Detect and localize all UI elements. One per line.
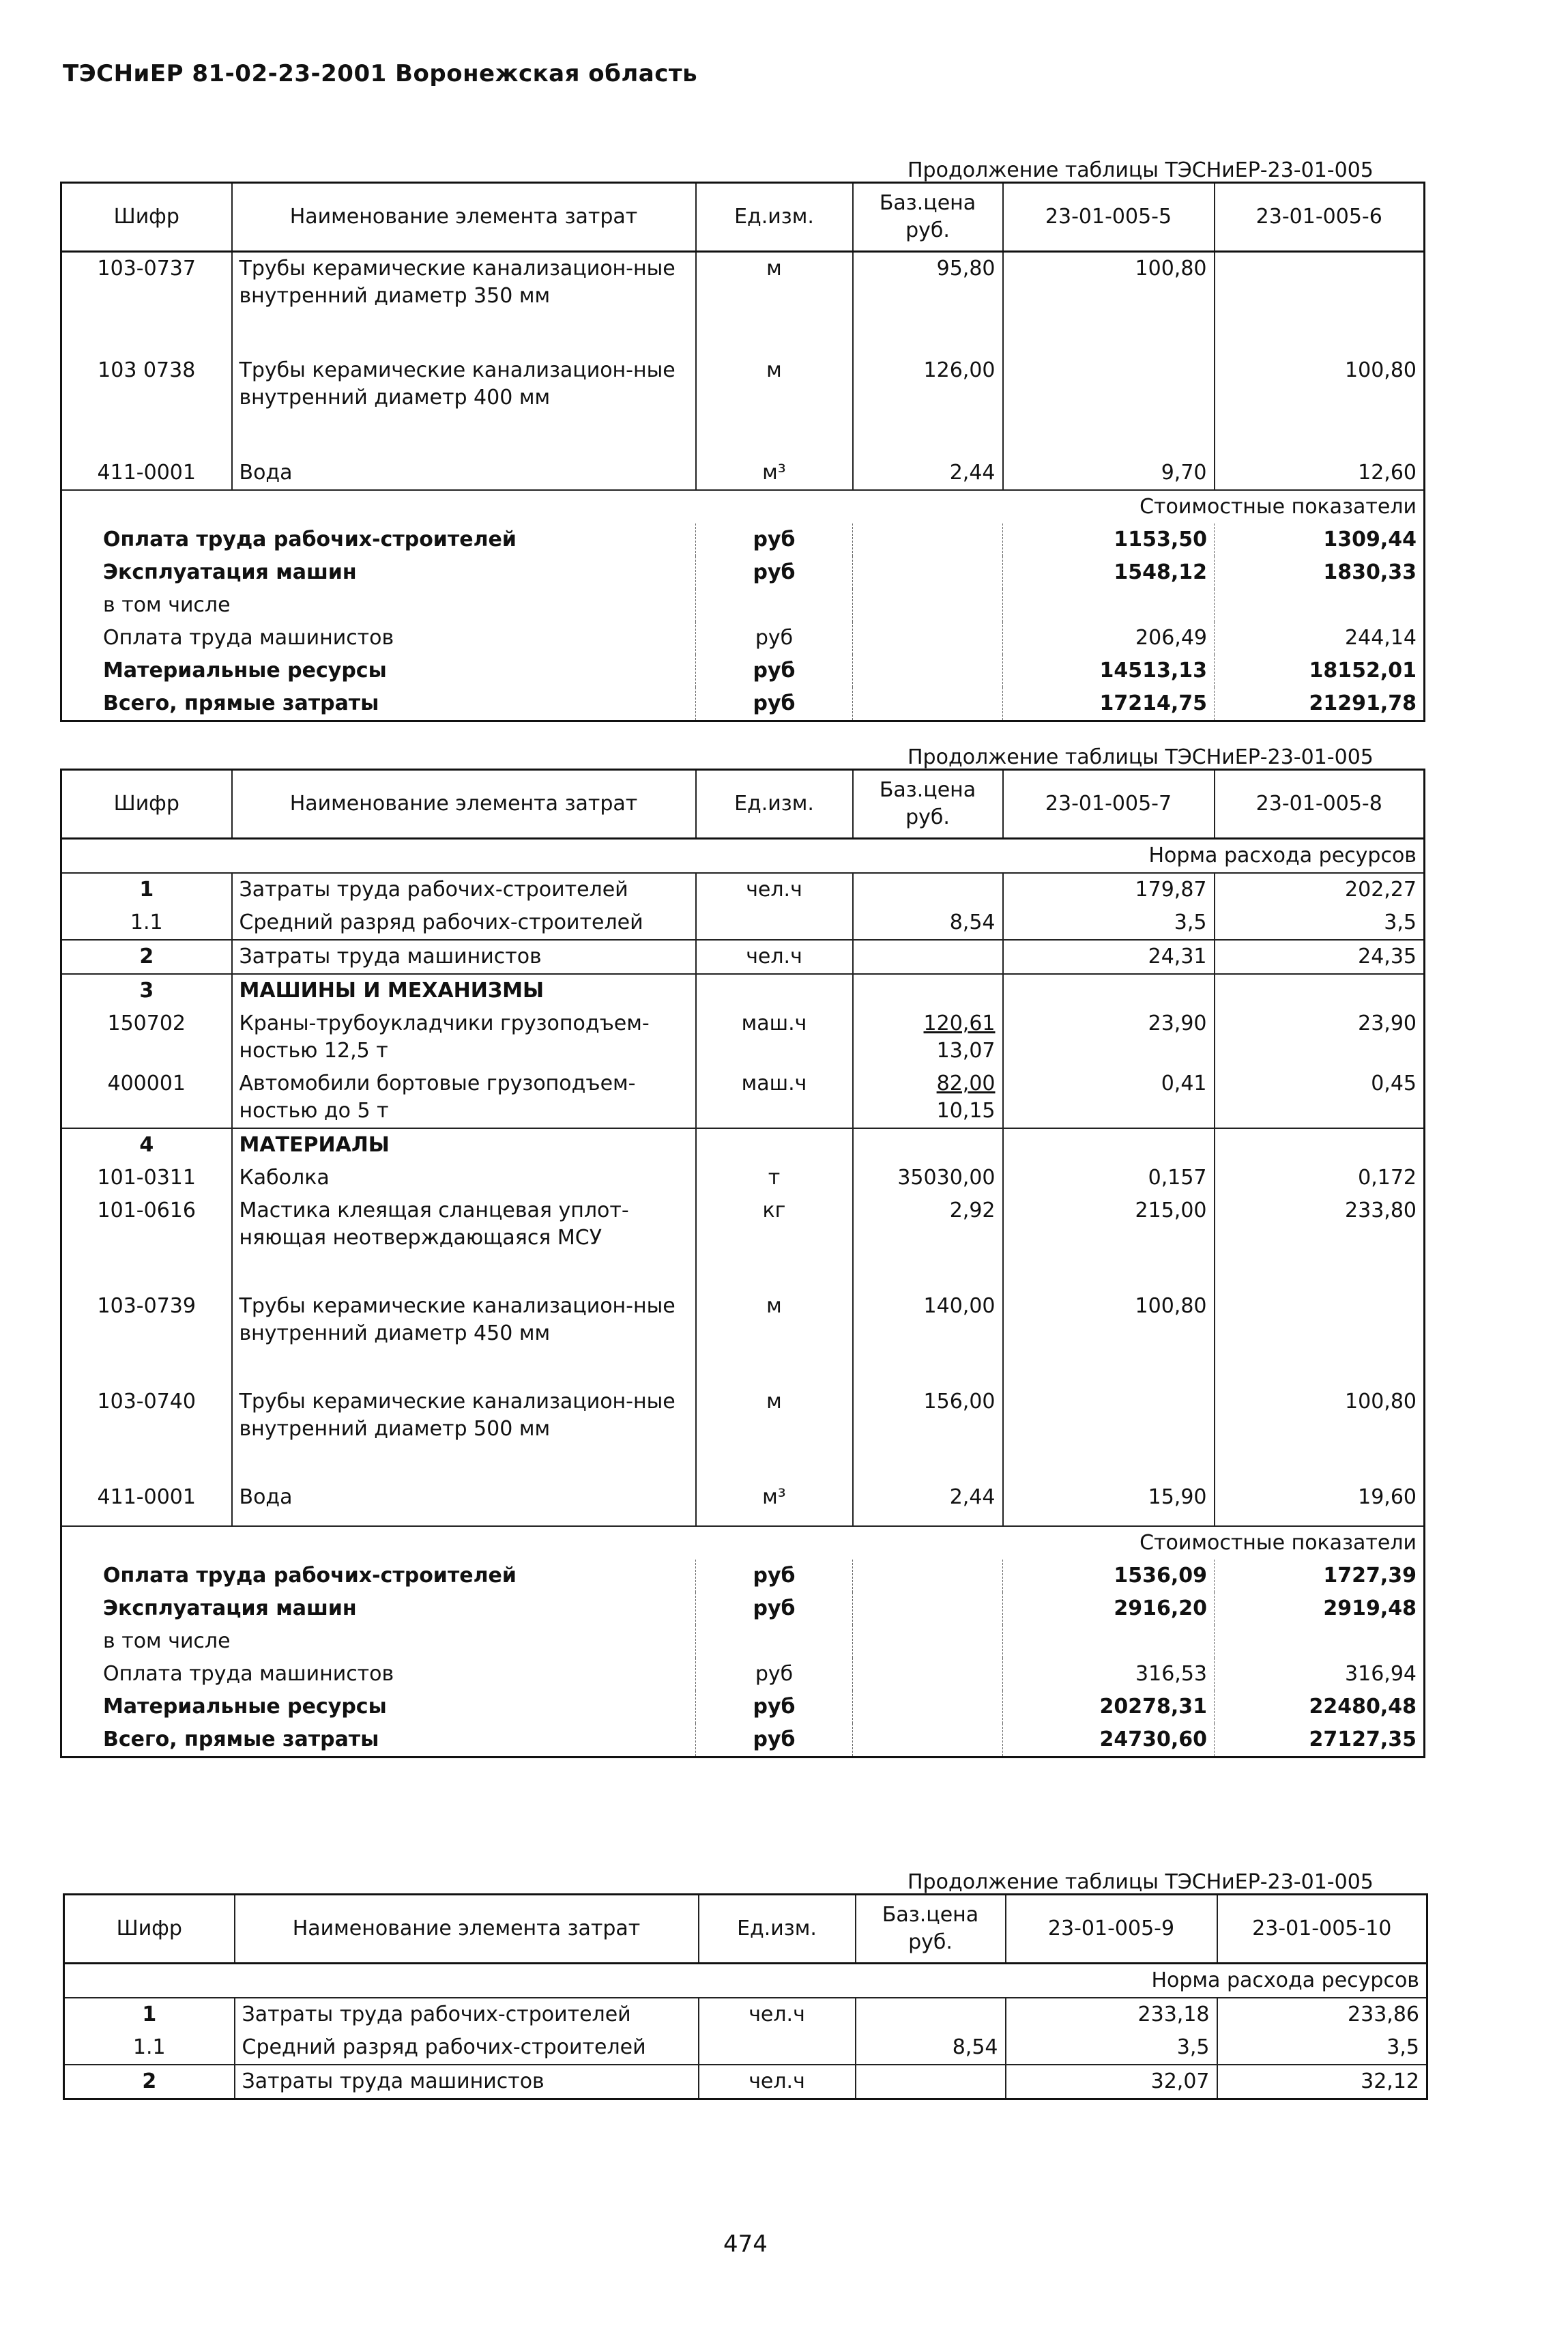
table2-header-row [61, 770, 1425, 839]
col-b-header: 23-01-005-6 [1215, 183, 1425, 252]
row-value-a: 32,07 [1006, 2065, 1217, 2099]
summary-name: Эксплуатация машин [103, 1596, 357, 1620]
summary-price [853, 622, 1003, 655]
row-value-a: 9,70 [1003, 457, 1215, 490]
row-price: 8,54 [856, 2031, 1006, 2065]
row-unit: м³ [696, 1481, 853, 1526]
summary-value-a: 1153,50 [1003, 524, 1215, 556]
table-row [64, 2065, 1427, 2099]
section-cost-indicators [61, 1526, 1425, 1560]
row-value-b [1215, 252, 1425, 354]
row-value-b: 100,80 [1215, 1386, 1425, 1481]
summary-value-b: 316,94 [1215, 1658, 1425, 1691]
table-row [61, 1067, 1425, 1128]
row-price: 8,54 [853, 906, 1003, 940]
row-value-a: 179,87 [1003, 873, 1215, 906]
row-name: Затраты труда машинистов [235, 2065, 699, 2099]
document-header: ТЭСНиЕР 81-02-23-2001 Воронежская область [63, 60, 698, 87]
row-name: Вода [232, 1481, 696, 1526]
row-price [856, 1998, 1006, 2031]
row-code: 400001 [61, 1067, 232, 1128]
summary-price [853, 687, 1003, 721]
row-name: Затраты труда рабочих-строителей [235, 1998, 699, 2031]
price-machinist-value: 13,07 [936, 1039, 996, 1063]
price-value: 120,61 [923, 1012, 996, 1035]
summary-row [61, 589, 1425, 622]
summary-value-b: 1830,33 [1215, 556, 1425, 589]
row-price [853, 873, 1003, 906]
summary-row [61, 1723, 1425, 1758]
row-name: МАТЕРИАЛЫ [232, 1128, 696, 1162]
row-unit: чел.ч [699, 1998, 856, 2031]
row-unit [696, 1128, 853, 1162]
summary-value-b: 244,14 [1215, 622, 1425, 655]
summary-unit: руб [696, 1560, 853, 1592]
table3-continuation: Продолжение таблицы ТЭСНиЕР-23-01-005 [908, 1870, 1374, 1894]
col-a-header: 23-01-005-7 [1003, 770, 1215, 839]
summary-name: в том числе [103, 592, 231, 617]
table1 [60, 182, 1425, 722]
table2-continuation: Продолжение таблицы ТЭСНиЕР-23-01-005 [908, 745, 1374, 769]
summary-unit: руб [696, 1691, 853, 1723]
row-value-a: 215,00 [1003, 1194, 1215, 1290]
row-value-a: 24,31 [1003, 940, 1215, 974]
row-code: 1.1 [64, 2031, 235, 2065]
row-unit: т [696, 1162, 853, 1194]
row-price: 2,44 [853, 457, 1003, 490]
row-name: Краны-трубоукладчики грузоподъем-ностью 12,5 т [232, 1007, 696, 1067]
page-number: 474 [723, 2231, 768, 2258]
row-unit: м [696, 1290, 853, 1386]
col-code-header: Шифр [61, 770, 232, 839]
row-code: 150702 [61, 1007, 232, 1067]
row-price [856, 2065, 1006, 2099]
row-price [853, 1067, 1003, 1128]
row-code: 2 [64, 2065, 235, 2099]
col-a-header: 23-01-005-5 [1003, 183, 1215, 252]
row-name: Затраты труда машинистов [232, 940, 696, 974]
summary-value-b [1215, 1625, 1425, 1658]
row-code: 2 [61, 940, 232, 974]
row-name: Средний разряд рабочих-строителей [232, 906, 696, 940]
row-code: 411-0001 [61, 457, 232, 490]
row-unit: чел.ч [696, 873, 853, 906]
summary-row [61, 687, 1425, 721]
row-value-a: 100,80 [1003, 252, 1215, 354]
row-unit: м [696, 354, 853, 457]
col-price-header: Баз.цена руб. [856, 1895, 1006, 1964]
row-value-b: 0,172 [1215, 1162, 1425, 1194]
row-name: Трубы керамические канализацион-ные внутренний диаметр 450 мм [232, 1290, 696, 1386]
summary-value-b: 2919,48 [1215, 1592, 1425, 1625]
table-row [61, 1290, 1425, 1386]
summary-value-a: 17214,75 [1003, 687, 1215, 721]
summary-unit: руб [696, 1658, 853, 1691]
summary-price [853, 524, 1003, 556]
summary-row [61, 622, 1425, 655]
summary-unit: руб [696, 1592, 853, 1625]
summary-row [61, 556, 1425, 589]
row-unit: чел.ч [696, 940, 853, 974]
row-value-a: 3,5 [1006, 2031, 1217, 2065]
row-unit: маш.ч [696, 1007, 853, 1067]
section-label: Норма расхода ресурсов [64, 1964, 1427, 1998]
row-unit: м [696, 252, 853, 354]
summary-name: в том числе [103, 1629, 231, 1653]
row-unit [696, 906, 853, 940]
section-cost-indicators [61, 490, 1425, 524]
summary-name: Оплата труда рабочих-строителей [103, 527, 517, 551]
row-price: 140,00 [853, 1290, 1003, 1386]
row-value-a: 0,157 [1003, 1162, 1215, 1194]
summary-price [853, 1691, 1003, 1723]
row-value-a: 0,41 [1003, 1067, 1215, 1128]
table-row [61, 354, 1425, 457]
row-name: Автомобили бортовые грузоподъем-ностью до 5 т [232, 1067, 696, 1128]
summary-name: Оплата труда машинистов [103, 1662, 394, 1686]
row-name: Трубы керамические канализацион-ные внутренний диаметр 400 мм [232, 354, 696, 457]
row-value-b: 233,86 [1217, 1998, 1427, 2031]
row-price: 95,80 [853, 252, 1003, 354]
row-value-a [1003, 974, 1215, 1007]
summary-price [853, 1658, 1003, 1691]
row-unit [696, 974, 853, 1007]
row-code: 1 [64, 1998, 235, 2031]
row-value-b: 12,60 [1215, 457, 1425, 490]
table-row [61, 1194, 1425, 1290]
summary-value-a: 24730,60 [1003, 1723, 1215, 1758]
table-row [64, 2031, 1427, 2065]
row-value-a: 3,5 [1003, 906, 1215, 940]
row-price: 156,00 [853, 1386, 1003, 1481]
row-code: 4 [61, 1128, 232, 1162]
row-price [853, 1007, 1003, 1067]
summary-price [853, 1625, 1003, 1658]
summary-unit: руб [696, 524, 853, 556]
col-code-header: Шифр [64, 1895, 235, 1964]
section-label: Норма расхода ресурсов [61, 839, 1425, 874]
summary-price [853, 655, 1003, 687]
summary-row [61, 1658, 1425, 1691]
row-value-b: 24,35 [1215, 940, 1425, 974]
table-row [61, 1162, 1425, 1194]
row-value-b: 19,60 [1215, 1481, 1425, 1526]
table-row [61, 457, 1425, 490]
row-name: Мастика клеящая сланцевая уплот-няющая неотверждающаяся МСУ [232, 1194, 696, 1290]
table-row [61, 252, 1425, 354]
row-value-b: 0,45 [1215, 1067, 1425, 1128]
col-price-header: Баз.цена руб. [853, 770, 1003, 839]
row-code: 411-0001 [61, 1481, 232, 1526]
summary-name: Оплата труда рабочих-строителей [103, 1564, 517, 1588]
row-code: 1 [61, 873, 232, 906]
col-unit-header: Ед.изм. [696, 183, 853, 252]
row-value-b: 233,80 [1215, 1194, 1425, 1290]
row-code: 101-0311 [61, 1162, 232, 1194]
summary-value-a: 316,53 [1003, 1658, 1215, 1691]
summary-price [853, 556, 1003, 589]
summary-price [853, 1592, 1003, 1625]
row-price [853, 940, 1003, 974]
row-code: 103-0740 [61, 1386, 232, 1481]
summary-row [61, 655, 1425, 687]
row-value-b [1215, 1128, 1425, 1162]
row-value-a [1003, 1386, 1215, 1481]
row-name: Затраты труда рабочих-строителей [232, 873, 696, 906]
summary-unit [696, 1625, 853, 1658]
summary-unit: руб [696, 1723, 853, 1758]
row-value-a: 15,90 [1003, 1481, 1215, 1526]
row-name: Средний разряд рабочих-строителей [235, 2031, 699, 2065]
row-price [853, 974, 1003, 1007]
table1-header-row [61, 183, 1425, 252]
col-unit-header: Ед.изм. [699, 1895, 856, 1964]
row-value-b [1215, 1290, 1425, 1386]
row-code: 103-0737 [61, 252, 232, 354]
row-code: 103-0739 [61, 1290, 232, 1386]
summary-unit: руб [696, 655, 853, 687]
row-name: МАШИНЫ И МЕХАНИЗМЫ [232, 974, 696, 1007]
summary-unit: руб [696, 687, 853, 721]
row-name: Вода [232, 457, 696, 490]
summary-value-a: 1536,09 [1003, 1560, 1215, 1592]
row-code: 101-0616 [61, 1194, 232, 1290]
col-price-header: Баз.цена руб. [853, 183, 1003, 252]
row-price [853, 1128, 1003, 1162]
row-value-a [1003, 354, 1215, 457]
row-price: 2,44 [853, 1481, 1003, 1526]
row-value-b: 3,5 [1217, 2031, 1427, 2065]
col-b-header: 23-01-005-10 [1217, 1895, 1427, 1964]
col-b-header: 23-01-005-8 [1215, 770, 1425, 839]
summary-name: Оплата труда машинистов [103, 625, 394, 650]
row-code: 103 0738 [61, 354, 232, 457]
row-price: 126,00 [853, 354, 1003, 457]
row-code: 1.1 [61, 906, 232, 940]
summary-value-a: 2916,20 [1003, 1592, 1215, 1625]
summary-value-a [1003, 589, 1215, 622]
row-value-a: 100,80 [1003, 1290, 1215, 1386]
row-value-b: 23,90 [1215, 1007, 1425, 1067]
summary-row [61, 1560, 1425, 1592]
summary-value-b: 27127,35 [1215, 1723, 1425, 1758]
row-name: Трубы керамические канализацион-ные внутренний диаметр 500 мм [232, 1386, 696, 1481]
col-unit-header: Ед.изм. [696, 770, 853, 839]
row-unit: маш.ч [696, 1067, 853, 1128]
row-value-a: 233,18 [1006, 1998, 1217, 2031]
row-unit: чел.ч [699, 2065, 856, 2099]
section-label: Стоимостные показатели [61, 1526, 1425, 1560]
table-row [61, 873, 1425, 906]
summary-value-b: 1727,39 [1215, 1560, 1425, 1592]
row-name: Трубы керамические канализацион-ные внутренний диаметр 350 мм [232, 252, 696, 354]
summary-value-a: 206,49 [1003, 622, 1215, 655]
col-name-header: Наименование элемента затрат [235, 1895, 699, 1964]
table-row [64, 1998, 1427, 2031]
summary-value-b: 18152,01 [1215, 655, 1425, 687]
row-code: 3 [61, 974, 232, 1007]
row-unit: м³ [696, 457, 853, 490]
price-value: 82,00 [936, 1072, 996, 1095]
table3 [63, 1893, 1428, 2100]
row-unit: кг [696, 1194, 853, 1290]
row-unit [699, 2031, 856, 2065]
summary-value-b [1215, 589, 1425, 622]
summary-name: Всего, прямые затраты [103, 1727, 379, 1751]
summary-row [61, 1691, 1425, 1723]
table-row [61, 974, 1425, 1007]
table2 [60, 769, 1425, 1758]
section-label: Стоимостные показатели [61, 490, 1425, 524]
section-norm [61, 839, 1425, 874]
row-value-b: 32,12 [1217, 2065, 1427, 2099]
summary-name: Материальные ресурсы [103, 1695, 387, 1719]
table-row [61, 1128, 1425, 1162]
summary-price [853, 1723, 1003, 1758]
col-name-header: Наименование элемента затрат [232, 183, 696, 252]
summary-unit: руб [696, 556, 853, 589]
summary-price [853, 1560, 1003, 1592]
table-row [61, 940, 1425, 974]
row-value-b: 3,5 [1215, 906, 1425, 940]
table1-continuation: Продолжение таблицы ТЭСНиЕР-23-01-005 [908, 158, 1374, 182]
summary-row [61, 1592, 1425, 1625]
row-price: 35030,00 [853, 1162, 1003, 1194]
summary-value-a: 20278,31 [1003, 1691, 1215, 1723]
row-value-a [1003, 1128, 1215, 1162]
row-value-b: 202,27 [1215, 873, 1425, 906]
table-row [61, 1481, 1425, 1526]
summary-row [61, 524, 1425, 556]
row-name: Каболка [232, 1162, 696, 1194]
table-row [61, 1386, 1425, 1481]
summary-value-a [1003, 1625, 1215, 1658]
summary-price [853, 589, 1003, 622]
summary-value-a: 14513,13 [1003, 655, 1215, 687]
summary-value-b: 21291,78 [1215, 687, 1425, 721]
summary-name: Эксплуатация машин [103, 560, 357, 584]
summary-name: Материальные ресурсы [103, 658, 387, 683]
row-value-b [1215, 974, 1425, 1007]
row-price: 2,92 [853, 1194, 1003, 1290]
section-norm [64, 1964, 1427, 1998]
row-value-a: 23,90 [1003, 1007, 1215, 1067]
row-value-b: 100,80 [1215, 354, 1425, 457]
table-row [61, 1007, 1425, 1067]
summary-name: Всего, прямые затраты [103, 691, 379, 715]
summary-value-a: 1548,12 [1003, 556, 1215, 589]
col-a-header: 23-01-005-9 [1006, 1895, 1217, 1964]
col-name-header: Наименование элемента затрат [232, 770, 696, 839]
price-machinist-value: 10,15 [936, 1099, 996, 1123]
summary-unit [696, 589, 853, 622]
summary-value-b: 1309,44 [1215, 524, 1425, 556]
table3-header-row [64, 1895, 1427, 1964]
row-unit: м [696, 1386, 853, 1481]
summary-row [61, 1625, 1425, 1658]
summary-value-b: 22480,48 [1215, 1691, 1425, 1723]
table-row [61, 906, 1425, 940]
summary-unit: руб [696, 622, 853, 655]
col-code-header: Шифр [61, 183, 232, 252]
